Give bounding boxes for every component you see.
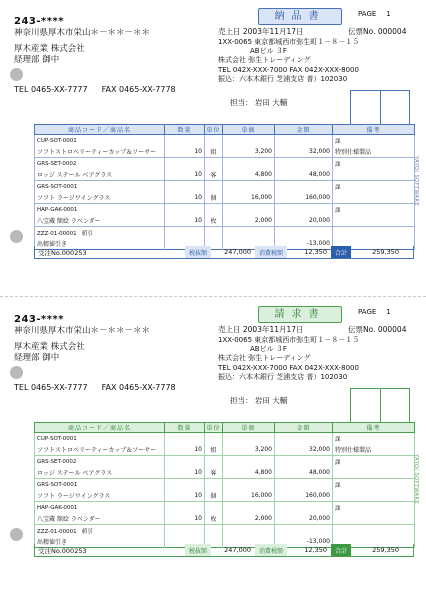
col-unit: 単位 (205, 423, 223, 433)
item-unit: 枚 (205, 513, 223, 525)
taxable-amount: 247,000 (224, 248, 252, 256)
item-code: ZZZ-01-00001 (37, 230, 77, 237)
item-tax (333, 525, 415, 537)
table-row (35, 433, 415, 445)
col-qty: 数量 (165, 125, 205, 135)
item-amount: -13,000 (275, 238, 333, 250)
item-price: 2,000 (223, 215, 275, 227)
recipient-company: 厚木産業 株式会社 (14, 44, 85, 54)
item-code: GRS-SET-0002 (35, 158, 165, 170)
table-row (35, 525, 415, 537)
item-unit: 個 (205, 490, 223, 502)
item-note (333, 513, 415, 525)
table-row (35, 204, 415, 216)
item-code: CUP-SOT-0001 (35, 135, 165, 147)
order-number: 受注No.000253 (38, 248, 87, 257)
table-row (35, 479, 415, 491)
order-number: 受注No.000253 (38, 546, 87, 555)
table-row (35, 192, 415, 204)
recipient-block (14, 314, 214, 393)
recipient-address: 神奈川県厚木市栄山＊－＊＊－＊＊ (14, 28, 151, 38)
total-amount: 259,350 (372, 248, 400, 256)
table-row (35, 215, 415, 227)
col-amount: 金額 (275, 125, 333, 135)
sales-date: 売上日 2003年11月17日 (218, 325, 304, 334)
sender-building: ABビル ３F (250, 345, 287, 354)
item-tax: 課 (333, 135, 415, 147)
table-row (35, 169, 415, 181)
item-amount: 32,000 (275, 146, 333, 158)
item-unit: 個 (205, 192, 223, 204)
sender-block (218, 336, 408, 382)
item-note (333, 467, 415, 479)
sender-address: 1XX-0065 東京都城西市弥生町１－８－１５ (218, 336, 360, 344)
sender-company: 株式会社 弥生トレーディング (218, 354, 311, 363)
item-unit: 枚 (205, 215, 223, 227)
item-unit: 組 (205, 146, 223, 158)
item-note: 特別仕様製品 (333, 444, 415, 456)
col-note: 備考 (333, 125, 415, 135)
table-row (35, 467, 415, 479)
item-code-with-sub (35, 525, 165, 537)
tax-amount: 12,350 (304, 546, 328, 554)
item-qty: 10 (165, 169, 205, 181)
item-qty: 10 (165, 192, 205, 204)
item-qty: 10 (165, 467, 205, 479)
recipient-company: 厚木産業 株式会社 (14, 342, 85, 352)
recipient-block (14, 16, 214, 95)
item-price: 4,800 (223, 169, 275, 181)
col-note: 備考 (333, 423, 415, 433)
page-number (358, 10, 391, 18)
recipient-fax: FAX 0465-XX-7778 (101, 85, 176, 94)
item-name: ロッジ ステール ベアグラス (35, 467, 165, 479)
sprocket-text: YAYOI SOFTWARE (413, 454, 419, 505)
item-note (333, 490, 415, 502)
perforation-line (0, 296, 426, 297)
item-amount: 20,000 (275, 513, 333, 525)
table-row (35, 158, 415, 170)
table-row (35, 456, 415, 468)
item-price: 2,000 (223, 513, 275, 525)
item-qty: 10 (165, 513, 205, 525)
col-price: 単価 (223, 125, 275, 135)
item-code: ZZZ-01-00001 (37, 528, 77, 535)
item-name: ソフトストロベリーティーカップ＆ソーサー (35, 444, 165, 456)
item-qty: 10 (165, 444, 205, 456)
item-tax: 課 (333, 204, 415, 216)
sender-block (218, 38, 408, 84)
table-row (35, 227, 415, 239)
item-amount: 160,000 (275, 490, 333, 502)
punch-hole (10, 230, 23, 243)
recipient-phone-line (14, 84, 214, 95)
item-tax: 課 (333, 479, 415, 491)
sales-date: 売上日 2003年11月17日 (218, 27, 304, 36)
totals-row (34, 246, 414, 259)
item-note: 特別仕様製品 (333, 146, 415, 158)
table-row (35, 444, 415, 456)
recipient-dept: 経理部 御中 (14, 353, 60, 363)
item-name: ロッジ ステール ベアグラス (35, 169, 165, 181)
table-row (35, 490, 415, 502)
items-table (34, 124, 415, 250)
item-tax (333, 227, 415, 239)
item-code: GRS-SOT-0001 (35, 479, 165, 491)
sender-bank: 振込：六本木銀行 芝浦支店 普）102030 (218, 74, 348, 83)
recipient-dept: 経理部 御中 (14, 55, 60, 65)
col-unit: 単位 (205, 125, 223, 135)
item-name: 八宝蔵 額絵 ラベンダー (35, 513, 165, 525)
col-code: 商品コード／商品名 (35, 423, 165, 433)
item-tax: 課 (333, 502, 415, 514)
item-code: HAP-GAK-0001 (35, 502, 165, 514)
item-price: 4,800 (223, 467, 275, 479)
item-price: 3,200 (223, 444, 275, 456)
total-amount: 259,350 (372, 546, 400, 554)
page-value: 1 (386, 10, 391, 18)
item-tax: 課 (333, 433, 415, 445)
slip-number (348, 26, 406, 37)
item-note (333, 192, 415, 204)
total-label: 合計 (331, 544, 351, 556)
sprocket-text: YAYOI SOFTWARE (413, 156, 419, 207)
item-amount: 48,000 (275, 169, 333, 181)
taxable-label: 税抜額 (185, 246, 211, 258)
invoice-sheet (6, 304, 420, 592)
sender-address: 1XX-0065 東京都城西市弥生町１－８－１５ (218, 38, 360, 46)
item-note (333, 215, 415, 227)
document-title: 請求書 (258, 306, 342, 323)
item-tax: 課 (333, 181, 415, 193)
recipient-tel: TEL 0465-XX-7777 (14, 383, 88, 392)
recipient-zip: 243-**** (14, 16, 64, 27)
item-code: HAP-GAK-0001 (35, 204, 165, 216)
recipient-zip: 243-**** (14, 314, 64, 325)
tax-label: 消費税額 (255, 544, 287, 556)
page-label: PAGE (358, 308, 377, 316)
table-row (35, 502, 415, 514)
sender-phone: TEL 042X-XXX-7000 FAX 042X-XXX-8000 (218, 363, 359, 372)
recipient-phone-line (14, 382, 214, 393)
person-in-charge: 担当： 岩田 大輔 (230, 98, 288, 107)
recipient-address: 神奈川県厚木市栄山＊－＊＊－＊＊ (14, 326, 151, 336)
table-row (35, 146, 415, 158)
item-name: 八宝蔵 額絵 ラベンダー (35, 215, 165, 227)
date-line (218, 324, 407, 335)
sender-building: ABビル ３F (250, 47, 287, 56)
item-name: 出精値引き (35, 536, 165, 548)
punch-hole (10, 528, 23, 541)
delivery-slip-sheet (6, 6, 420, 294)
table-row (35, 513, 415, 525)
item-unit: 客 (205, 169, 223, 181)
totals-row (34, 544, 414, 557)
item-code-with-sub (35, 227, 165, 239)
item-code: CUP-SOT-0001 (35, 433, 165, 445)
item-name: ソフト ラージワイングラス (35, 192, 165, 204)
item-code: GRS-SET-0002 (35, 456, 165, 468)
page-number (358, 308, 391, 316)
item-note (333, 169, 415, 181)
item-subtype: 値引 (81, 528, 93, 535)
item-subtype: 値引 (81, 230, 93, 237)
table-header (35, 125, 415, 135)
item-price: 16,000 (223, 192, 275, 204)
date-line (218, 26, 407, 37)
item-price: 3,200 (223, 146, 275, 158)
col-qty: 数量 (165, 423, 205, 433)
item-amount: 48,000 (275, 467, 333, 479)
item-tax: 課 (333, 158, 415, 170)
recipient-fax: FAX 0465-XX-7778 (101, 383, 176, 392)
document-title: 納品書 (258, 8, 342, 25)
item-tax: 課 (333, 456, 415, 468)
item-amount: -13,000 (275, 536, 333, 548)
sender-phone: TEL 042X-XXX-7000 FAX 042X-XXX-8000 (218, 65, 359, 74)
item-amount: 20,000 (275, 215, 333, 227)
item-qty: 10 (165, 490, 205, 502)
item-qty: 10 (165, 146, 205, 158)
col-code: 商品コード／商品名 (35, 125, 165, 135)
item-unit: 組 (205, 444, 223, 456)
col-amount: 金額 (275, 423, 333, 433)
table-row (35, 135, 415, 147)
tax-amount: 12,350 (304, 248, 328, 256)
slip-number (348, 324, 406, 335)
slip-label: 伝票No. (348, 27, 376, 36)
item-amount: 160,000 (275, 192, 333, 204)
col-price: 単価 (223, 423, 275, 433)
page-label: PAGE (358, 10, 377, 18)
sender-company: 株式会社 弥生トレーディング (218, 56, 311, 65)
item-amount: 32,000 (275, 444, 333, 456)
tax-label: 消費税額 (255, 246, 287, 258)
sender-bank: 振込：六本木銀行 芝浦支店 普）102030 (218, 372, 348, 381)
table-header (35, 423, 415, 433)
taxable-label: 税抜額 (185, 544, 211, 556)
total-label: 合計 (331, 246, 351, 258)
item-code: GRS-SOT-0001 (35, 181, 165, 193)
recipient-tel: TEL 0465-XX-7777 (14, 85, 88, 94)
slip-value: 000004 (377, 325, 407, 334)
item-name: 出精値引き (35, 238, 165, 250)
items-table (34, 422, 415, 548)
taxable-amount: 247,000 (224, 546, 252, 554)
page-value: 1 (386, 308, 391, 316)
item-name: ソフト ラージワイングラス (35, 490, 165, 502)
table-row (35, 181, 415, 193)
item-price: 16,000 (223, 490, 275, 502)
item-name: ソフトストロベリーティーカップ＆ソーサー (35, 146, 165, 158)
person-in-charge: 担当： 岩田 大輔 (230, 396, 288, 405)
item-qty: 10 (165, 215, 205, 227)
slip-value: 000004 (377, 27, 407, 36)
item-unit: 客 (205, 467, 223, 479)
slip-label: 伝票No. (348, 325, 376, 334)
